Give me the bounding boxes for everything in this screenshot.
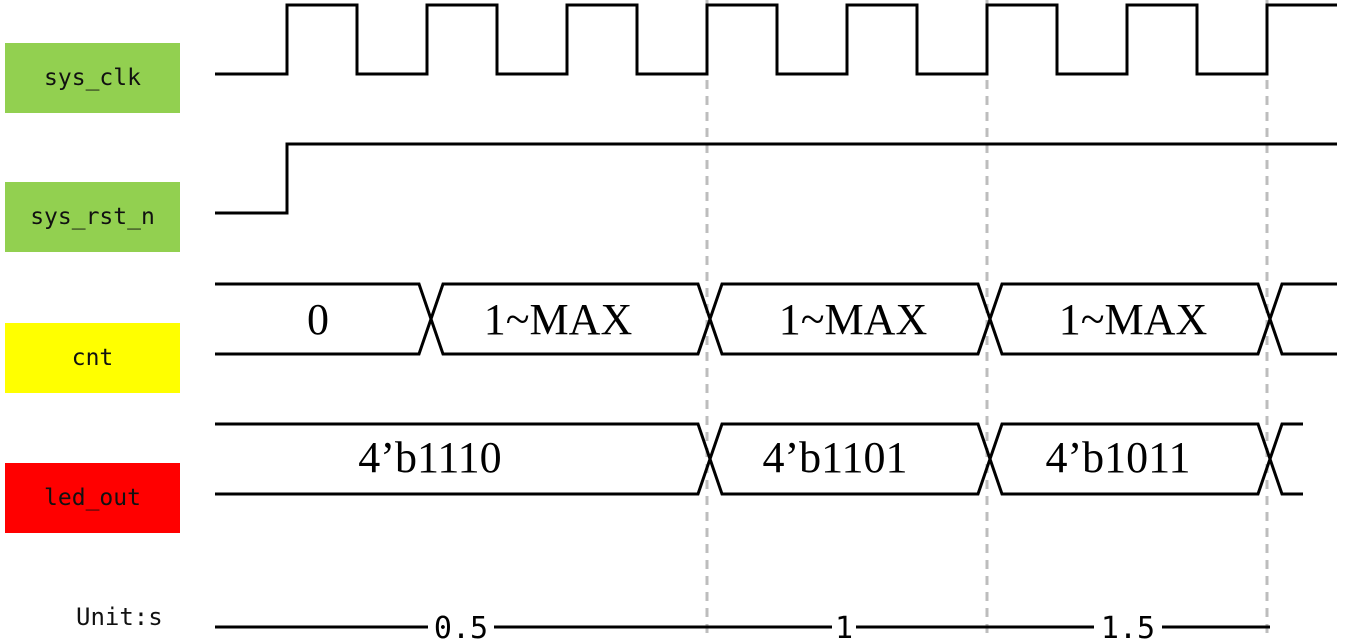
signal-label-led-out: led_out — [5, 463, 180, 533]
led-value-1: 4’b1101 — [762, 433, 908, 482]
time-tick-0: 0.5 — [433, 611, 489, 639]
signal-label-cnt: cnt — [5, 323, 180, 393]
led-value-0: 4’b1110 — [358, 433, 502, 482]
led-value-2: 4’b1011 — [1045, 433, 1191, 482]
time-unit-label: Unit:s — [76, 603, 163, 631]
time-tick-1: 1 — [834, 611, 854, 639]
sys-rst-n-waveform — [215, 144, 1337, 213]
time-tick-2: 1.5 — [1100, 611, 1156, 639]
signal-label-sys-clk: sys_clk — [5, 43, 180, 113]
signal-label-sys-rst-n: sys_rst_n — [5, 182, 180, 252]
cnt-value-3: 1~MAX — [1058, 295, 1208, 344]
cnt-value-1: 1~MAX — [483, 295, 633, 344]
cnt-value-2: 1~MAX — [778, 295, 928, 344]
sys-clk-waveform — [215, 5, 1337, 74]
cnt-value-0: 0 — [307, 295, 329, 344]
